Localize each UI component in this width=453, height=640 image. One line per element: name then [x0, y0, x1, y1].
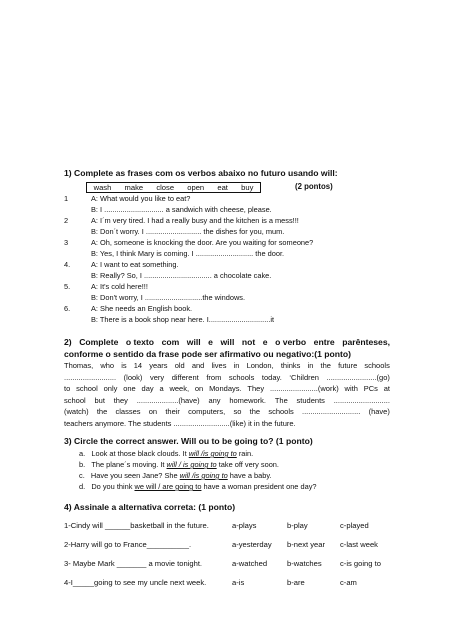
paragraph-word: schools — [228, 372, 255, 382]
item-letter: d. — [79, 482, 86, 491]
option-b[interactable]: b-next year — [287, 540, 325, 549]
word-bank-item: buy — [241, 183, 254, 192]
item-line-b: B: Really? So, I ................................. a chocolate cake. — [91, 271, 272, 280]
option-b[interactable]: b-watches — [287, 559, 322, 568]
paragraph-word: any — [208, 395, 221, 405]
item-text: have a baby. — [227, 471, 272, 480]
item-text: take off very soon. — [216, 460, 279, 469]
paragraph-word: the — [320, 361, 331, 370]
word-bank-item: open — [187, 183, 205, 192]
paragraph-word: (look) — [123, 372, 143, 382]
section4-title: 4) Assinale a alternativa correta: (1 ponto) — [64, 502, 236, 512]
paragraph-word: on — [148, 407, 158, 416]
paragraph-word: schools — [268, 407, 294, 416]
paragraph-word: to — [64, 384, 71, 393]
title-word: o texto — [125, 337, 155, 347]
word-bank-item: wash — [93, 183, 112, 192]
paragraph-word: school — [64, 395, 86, 405]
paragraph-word: Thomas, — [64, 361, 94, 370]
section3-item-d — [79, 482, 317, 492]
paragraph-word: different — [171, 372, 199, 382]
choice-option[interactable]: will /is going to — [188, 449, 237, 458]
option-a[interactable]: a-watched — [232, 559, 268, 568]
paragraph-word: classes — [115, 407, 141, 416]
title-word: Complete — [79, 337, 119, 347]
paragraph-word: one — [123, 384, 136, 393]
item-text: The plane´s moving. It — [91, 460, 167, 469]
word-bank-item: close — [156, 183, 175, 192]
paragraph-word: ......................... — [64, 372, 117, 382]
option-b[interactable]: b-are — [287, 578, 305, 587]
item-line-a: A: I want to eat something. — [91, 260, 179, 269]
item-text: have a woman president one day? — [201, 482, 317, 491]
paragraph-word: years — [149, 361, 168, 370]
section2-title — [64, 336, 390, 360]
choice-option[interactable]: will / is going to — [166, 460, 217, 469]
paragraph-word: 14 — [133, 361, 143, 370]
paragraph-word: ........................(go) — [326, 372, 390, 382]
question-text: . — [188, 540, 192, 549]
paragraph-word: thinks — [280, 361, 301, 370]
title-word: parênteses, — [342, 337, 390, 347]
paragraph-word: today. — [261, 372, 282, 382]
option-b[interactable]: b-play — [287, 521, 308, 530]
paragraph-word: their — [165, 407, 180, 416]
paragraph-word: London, — [246, 361, 274, 370]
option-c[interactable]: c-last week — [340, 540, 378, 549]
word-bank-box — [86, 182, 261, 193]
paragraph-word: they — [113, 395, 128, 405]
question-text: 3- Maybe Mark — [64, 559, 117, 568]
paragraph-word: and — [191, 361, 205, 370]
option-a[interactable]: a-is — [232, 578, 245, 587]
item-line-b: B: There is a book shop near here. I..............................it — [91, 315, 275, 324]
choice-option[interactable]: will /is going to — [179, 471, 228, 480]
paragraph-word: students — [296, 395, 325, 405]
paragraph-line — [64, 406, 390, 418]
section3-item-c — [79, 471, 272, 481]
item-text: Have you seen Jane? She — [90, 471, 180, 480]
paragraph-line — [64, 372, 390, 384]
title-word: o verbo — [275, 337, 307, 347]
section2-title-line1 — [64, 336, 390, 348]
section2-title-line2: conforme o sentido da frase pode ser afirmativo ou negativo:(1 ponto) — [64, 349, 351, 359]
paragraph-word: old — [174, 361, 185, 370]
paragraph-word: only — [103, 384, 118, 393]
paragraph-word: at — [383, 384, 390, 393]
paragraph-line — [64, 383, 390, 395]
paragraph-word: school — [76, 384, 98, 393]
section4-question-1 — [64, 521, 209, 530]
title-word: com — [161, 337, 180, 347]
paragraph-word: the — [96, 407, 108, 416]
paragraph-word: who — [100, 361, 115, 370]
item-text: Look at those black clouds. It — [91, 449, 189, 458]
option-c[interactable]: c-played — [340, 521, 369, 530]
title-word: will — [220, 337, 235, 347]
option-c[interactable]: c-am — [340, 578, 357, 587]
paragraph-word: ........................... — [333, 395, 390, 405]
paragraph-word: ....................(have) — [136, 395, 200, 405]
paragraph-word: in — [233, 361, 240, 370]
paragraph-word: so — [233, 407, 242, 416]
question-text: 4-I — [64, 578, 73, 587]
section4-question-3 — [64, 559, 202, 568]
paragraph-word: but — [94, 395, 105, 405]
word-bank-item: eat — [217, 183, 228, 192]
question-text: 1-Cindy will — [64, 521, 105, 530]
paragraph-word: very — [150, 372, 165, 382]
paragraph-word: Mondays. — [209, 384, 242, 393]
section2-paragraph — [64, 360, 390, 429]
section4-question-4 — [64, 578, 206, 587]
paragraph-word: computers, — [188, 407, 226, 416]
question-text: going to see my uncle next week. — [94, 578, 207, 587]
paragraph-word: schools — [364, 361, 390, 370]
paragraph-word: with — [344, 384, 358, 393]
paragraph-line: teachers anymore. The students ...........................(like) it in the future. — [64, 418, 296, 428]
paragraph-word: week, — [169, 384, 190, 393]
item-line-b: B: I ............................. a sandwich with cheese, please. — [91, 205, 272, 214]
title-word: will — [186, 337, 201, 347]
title-word: not — [241, 337, 256, 347]
choice-option[interactable]: we will / are going to — [134, 482, 202, 491]
answer-blank[interactable]: _____ — [72, 578, 94, 587]
section4-question-2 — [64, 540, 191, 549]
section3-title: 3) Circle the correct answer. Will ou to be going to? (1 ponto) — [64, 436, 313, 446]
item-line-b: B: Don't worry, I ............................the windows. — [91, 293, 246, 302]
paragraph-word: the — [249, 407, 261, 416]
item-letter: c. — [79, 471, 85, 480]
answer-blank[interactable]: ______ — [104, 521, 131, 530]
word-bank-item: make — [124, 183, 144, 192]
title-word: entre — [313, 337, 335, 347]
item-letter: b. — [79, 460, 86, 469]
item-line-a: A: I´m very tired. I had a really busy and the kitchen is a mess!!! — [91, 216, 299, 225]
paragraph-word: The — [274, 395, 288, 405]
item-number: 3 — [64, 238, 69, 247]
item-text: rain. — [236, 449, 254, 458]
item-number: 4. — [64, 260, 71, 269]
title-word: e — [262, 337, 268, 347]
paragraph-word: ‘Children — [289, 372, 319, 382]
item-number: 5. — [64, 282, 71, 291]
item-number: 6. — [64, 304, 71, 313]
paragraph-word: day — [141, 384, 154, 393]
paragraph-line — [64, 395, 390, 407]
question-text: basketball in the future. — [130, 521, 209, 530]
paragraph-word: .......................(work) — [269, 384, 339, 393]
section3-item-b — [79, 460, 279, 470]
item-line-a: A: She needs an English book. — [91, 304, 193, 313]
item-line-a: A: It's cold here!!! — [91, 282, 148, 291]
paragraph-word: They — [247, 384, 265, 393]
paragraph-word: ............................ — [302, 407, 361, 416]
question-text: a movie tonight. — [146, 559, 203, 568]
item-line-b: B: Don´t worry. I ........................... the dishes for you, mum. — [91, 227, 285, 236]
section3-item-a — [79, 449, 253, 459]
paragraph-word: (watch) — [64, 407, 89, 416]
paragraph-word: PCs — [363, 384, 378, 393]
paragraph-word: future — [338, 361, 358, 370]
item-number: 2 — [64, 216, 69, 225]
option-a[interactable]: a-plays — [232, 521, 257, 530]
item-line-a: A: Oh, someone is knocking the door. Are you waiting for someone? — [91, 238, 314, 247]
paragraph-line — [64, 360, 390, 372]
paragraph-word: is — [121, 361, 127, 370]
question-text: 2-Harry will go to France — [64, 540, 147, 549]
item-number: 1 — [64, 194, 69, 203]
section1-points: (2 pontos) — [295, 182, 333, 191]
title-word: 2) — [64, 337, 72, 347]
paragraph-word: a — [159, 384, 164, 393]
paragraph-word: on — [194, 384, 204, 393]
title-word: e — [208, 337, 213, 347]
section1-title: 1) Complete as frases com os verbos abaixo no futuro usando will: — [64, 168, 338, 178]
paragraph-word: from — [206, 372, 222, 382]
item-letter: a. — [79, 449, 86, 458]
paragraph-word: in — [307, 361, 314, 370]
item-line-b: B: Yes, I think Mary is coming. I ............................ the door. — [91, 249, 285, 258]
paragraph-word: homework. — [229, 395, 267, 405]
option-c[interactable]: c-is going to — [340, 559, 381, 568]
item-text: Do you think — [91, 482, 135, 491]
item-line-a: A: What would you like to eat? — [91, 194, 191, 203]
answer-blank[interactable]: __________ — [146, 540, 189, 549]
paragraph-word: lives — [211, 361, 227, 370]
option-a[interactable]: a-yesterday — [232, 540, 272, 549]
answer-blank[interactable]: _______ — [116, 559, 147, 568]
paragraph-word: (have) — [368, 407, 390, 416]
